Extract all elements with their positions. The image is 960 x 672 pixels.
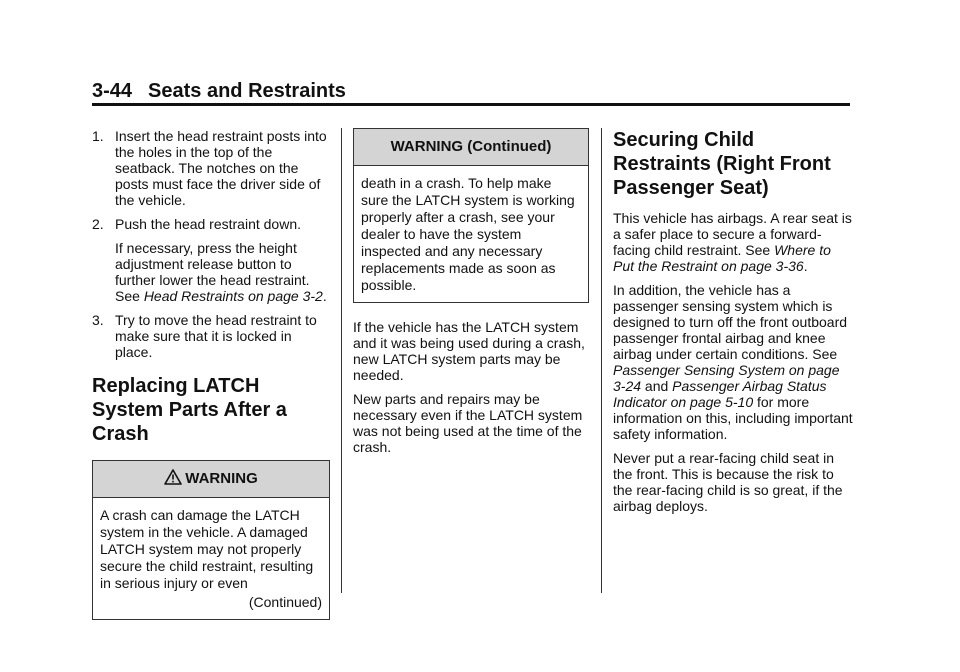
step-3 <box>92 312 330 360</box>
warning-continued-box <box>353 128 589 303</box>
passenger-sensing-mid: and <box>641 378 673 394</box>
step-2 <box>92 216 330 232</box>
step-3-number: 3. <box>92 312 104 328</box>
header-rule <box>92 103 850 106</box>
step-1 <box>92 128 330 208</box>
step-2-text: Push the head restraint down. <box>115 216 302 232</box>
step-2-note <box>92 240 330 304</box>
warning-continued-title: WARNING (Continued) <box>354 129 588 166</box>
warning-text: A crash can damage the LATCH system in the vehicle. A damaged LATCH system may not properly secure the child restraint, resulting in serious injury or even <box>100 507 314 591</box>
rear-facing-paragraph: Never put a rear-facing child seat in the front. This is because the risk to the rear-facing child is so great, if the airbag deploys. <box>613 450 843 514</box>
step-1-text: Insert the head restraint posts into the holes in the top of the seatback. The notches on the posts must face the driver side of the vehicle. <box>115 128 327 208</box>
warning-title <box>93 461 329 498</box>
latch-parts-paragraph: If the vehicle has the LATCH system and it was being used during a crash, new LATCH system parts may be needed. <box>353 319 585 383</box>
warning-continued-body: death in a crash. To help make sure the LATCH system is working properly after a crash, see your dealer to have the system inspected and any necessary replacements made as soon as possible. <box>361 175 575 293</box>
repairs-paragraph: New parts and repairs may be necessary even if the LATCH system was not being used at the time of the crash. <box>353 391 583 455</box>
warning-box <box>92 460 330 620</box>
where-to-put-restraint-link[interactable]: Where to Put the Restraint on page 3-36 <box>613 242 831 274</box>
column-divider-2 <box>601 128 602 593</box>
warning-triangle-icon <box>164 469 182 485</box>
warning-continued: (Continued) <box>248 594 322 610</box>
page-number: 3-44 <box>92 80 133 102</box>
passenger-sensing-paragraph <box>613 282 853 442</box>
warning-title-text: WARNING <box>185 470 258 487</box>
passenger-sensing-text: In addition, the vehicle has a passenger sensing system which is designed to turn off the front outboard passenger frontal airbag and knee airbag under certain conditions. See <box>613 282 848 362</box>
column-2 <box>353 128 589 463</box>
airbag-status-indicator-link[interactable]: Passenger Airbag Status Indicator on page 5-10 <box>613 378 827 410</box>
step-2-note-text: If necessary, press the height adjustment release button to further lower the head restraint. See <box>115 240 310 304</box>
passenger-sensing-end: for more information on this, including important safety information. <box>613 394 853 442</box>
column-divider-1 <box>341 128 342 593</box>
airbags-text-end: . <box>803 258 808 274</box>
passenger-sensing-link[interactable]: Passenger Sensing System on page 3-24 <box>613 362 840 394</box>
step-1-number: 1. <box>92 128 104 144</box>
airbags-paragraph <box>613 210 853 274</box>
securing-child-restraints-heading: Securing Child Restraints (Right Front Passenger Seat) <box>613 129 831 199</box>
step-2-number: 2. <box>92 216 104 232</box>
replacing-latch-heading: Replacing LATCH System Parts After a Crash <box>92 375 287 445</box>
column-3 <box>613 128 853 522</box>
warning-body <box>93 498 329 619</box>
head-restraints-link[interactable]: Head Restraints on page 3-2 <box>143 288 323 304</box>
step-3-text: Try to move the head restraint to make sure that it is locked in place. <box>115 312 317 360</box>
airbags-text: This vehicle has airbags. A rear seat is a safer place to secure a forward-facing child restraint. See <box>613 210 852 258</box>
column-1 <box>92 128 330 620</box>
section-title: Seats and Restraints <box>148 80 346 102</box>
page-header <box>92 80 346 103</box>
step-2-note-end: . <box>322 288 327 304</box>
